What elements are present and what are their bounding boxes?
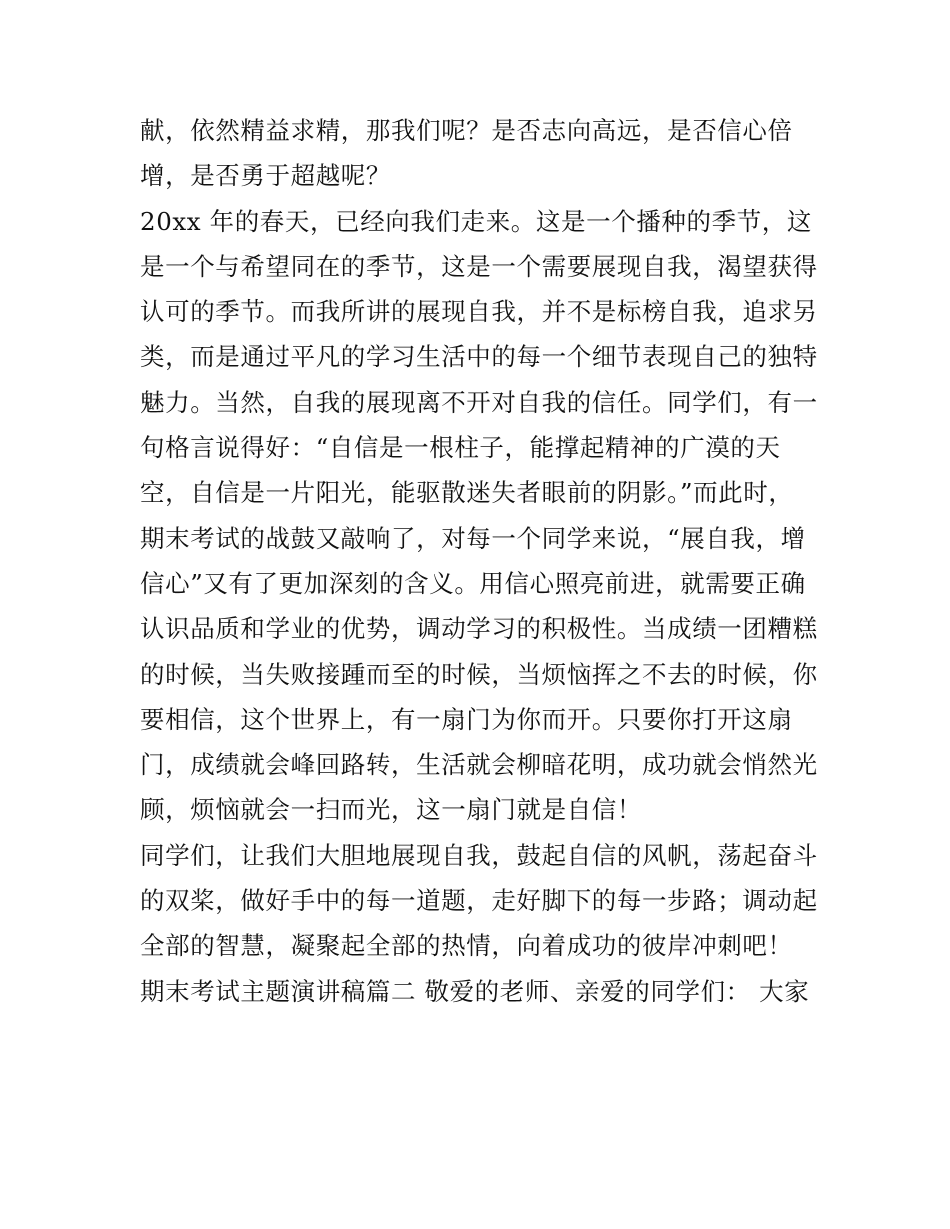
text-line: 同学们，让我们大胆地展现自我，鼓起自信的风帆，荡起奋斗 [140,840,818,870]
text-line: 顾，烦恼就会一扫而光，这一扇门就是自信！ [140,795,642,825]
text-line: 认可的季节。而我所讲的展现自我，并不是标榜自我，追求另 [140,297,818,327]
text-line: 空，自信是一片阳光，能驱散迷失者眼前的阴影。”而此时， [140,478,794,508]
text-line: 魅力。当然，自我的展现离不开对自我的信任。同学们，有一 [140,387,818,417]
text-line: 的双桨，做好手中的每一道题，走好脚下的每一步路；调动起 [140,886,818,916]
text-line: 认识品质和学业的优势，调动学习的积极性。当成绩一团糟糕 [140,614,818,644]
text-line: 献，依然精益求精，那我们呢？是否志向高远，是否信心倍 [140,116,793,145]
text-line: 期末考试主题演讲稿篇二 敬爱的老师、亲爱的同学们： 大家 [140,976,810,1006]
text-line: 20xx 年的春天，已经向我们走来。这是一个播种的季节，这 [140,206,812,236]
text-line: 信心”又有了更加深刻的含义。用信心照亮前进，就需要正确 [140,568,806,598]
text-line: 要相信，这个世界上，有一扇门为你而开。只要你打开这扇 [140,704,793,734]
text-line: 类，而是通过平凡的学习生活中的每一个细节表现自己的独特 [140,342,818,372]
text-line: 增，是否勇于超越呢？ [140,161,391,191]
text-line: 是一个与希望同在的季节，这是一个需要展现自我，渴望获得 [140,251,818,281]
speech-text [140,108,840,1014]
text-line: 全部的智慧，凝聚起全部的热情，向着成功的彼岸冲刺吧！ [140,931,793,961]
text-line: 的时候，当失败接踵而至的时候，当烦恼挥之不去的时候，你 [140,659,818,689]
text-line: 期末考试的战鼓又敲响了，对每一个同学来说，“展自我，增 [140,523,806,553]
text-line: 句格言说得好：“自信是一根柱子，能撑起精神的广漠的天 [140,433,781,463]
text-line: 门，成绩就会峰回路转，生活就会柳暗花明，成功就会悄然光 [140,750,818,780]
